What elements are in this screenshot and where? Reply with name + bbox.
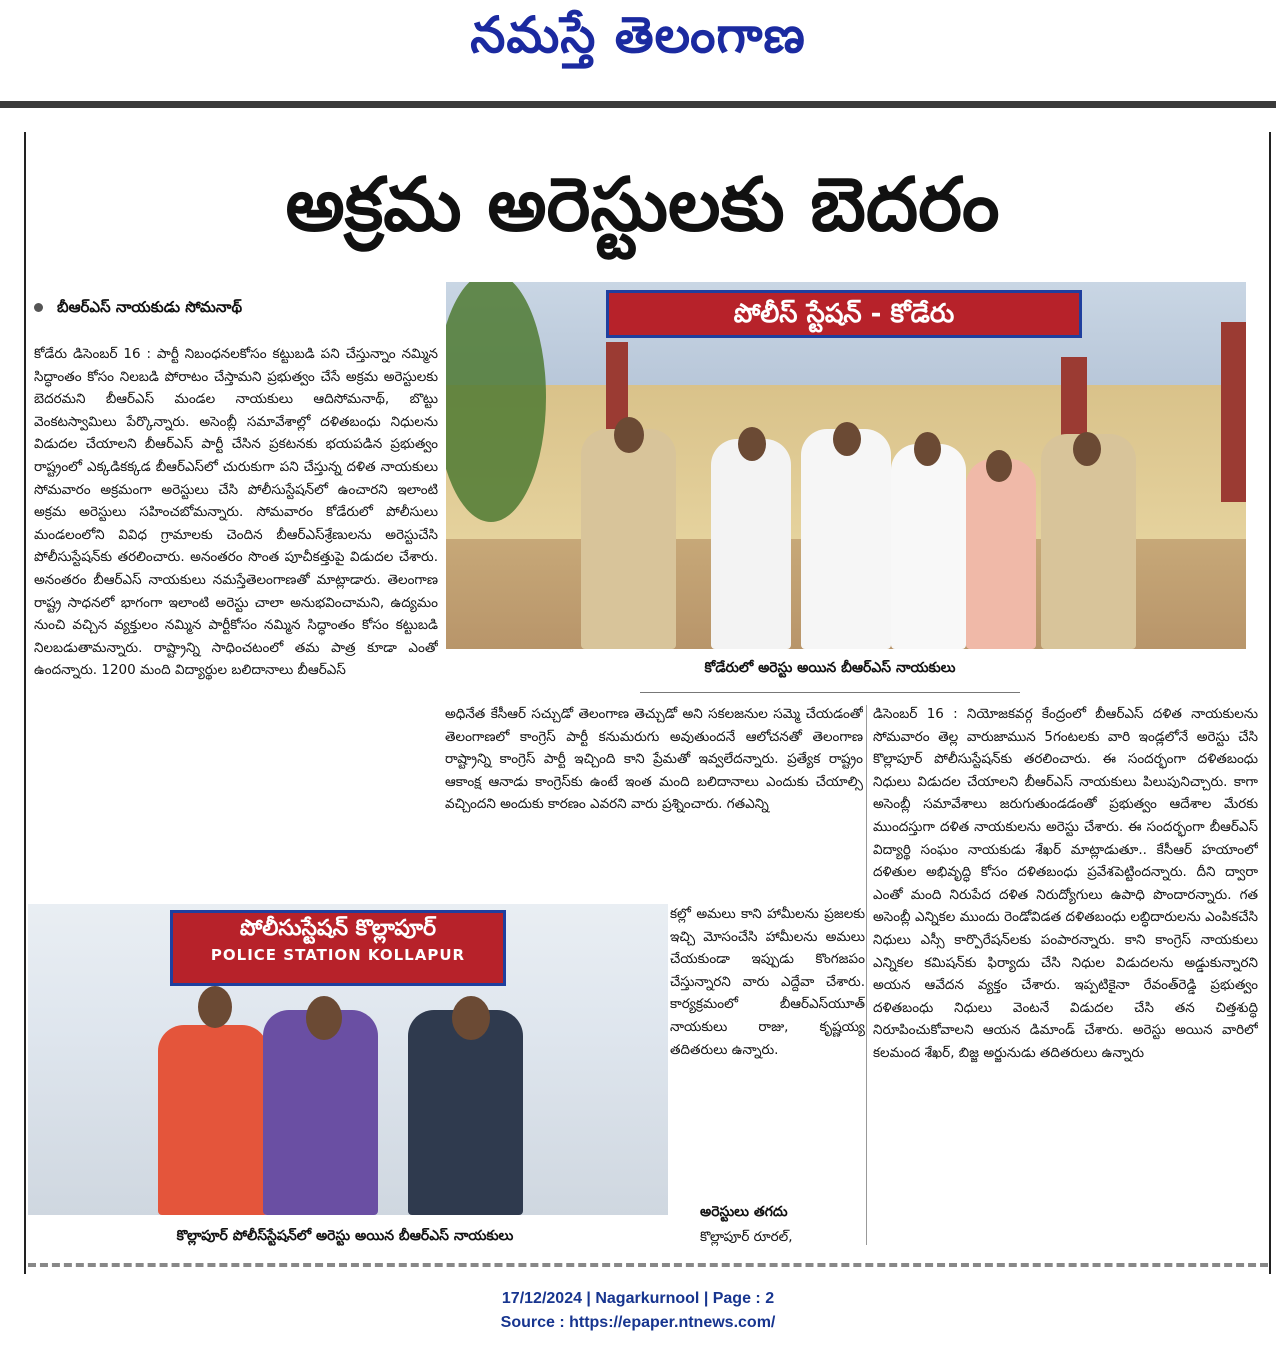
person-head [1073, 432, 1101, 466]
person-head [614, 417, 644, 453]
dateline-kollapur: కొల్లాపూర్ రూరల్, [700, 1229, 793, 1245]
article-column-middle: అధినేత కేసీఆర్ సచ్చుడో తెలంగాణ తెచ్చుడో అని సకలజనుల సమ్మె చేయడంతో తెలంగాణలో కాంగ్రెస్ పార్టీ కనుమరుగు అవుతుందనే ఆలోచనతో తెలంగాణ రాష్ట్రాన్ని కాంగ్రెస్ పార్టీ ఇచ్చింది కాని ప్రేమతో ఇవ్వలేదన్నారు. ప్రత్యేక రాష్ట్రం ఆకాంక్ష ఆనాడు కాంగ్రెస్‌కు ఉంటే ఇంత మంది బలిదానాలు ఎందుకు చేయాల్సి వచ్చిందని అందుకు కారణం ఎవరని వారు ప్రశ్నించారు. గతఎన్ని [445, 706, 863, 813]
person [158, 1025, 268, 1215]
person-policeman [581, 429, 676, 649]
person [966, 459, 1036, 649]
footer-date-edition-page: 17/12/2024 | Nagarkurnool | Page : 2 [501, 1290, 775, 1307]
police-station-sign-kodair: పోలీస్ స్టేషన్ - కోడేరు [606, 290, 1082, 338]
masthead-rule [0, 101, 1276, 108]
person [711, 439, 791, 649]
article-column-middle-narrow: కల్లో అమలు కాని హామీలను ప్రజలకు ఇచ్చి మోసంచేసి హామీలను అమలు చేయకుండా ఇప్పుడు కొంగజపం చేస్తున్నారని వారు ఎద్దేవా చేశారు. కార్యక్రమంలో బీఆర్ఎస్‌యూత్ నాయకులు రాజు, కృష్ణయ్య తదితరులు ఉన్నారు. [670, 906, 865, 1058]
footer-source-link[interactable]: Source : https://epaper.ntnews.com/ [500, 1314, 776, 1331]
photo-kodair-police-station [446, 282, 1246, 649]
person-head [914, 432, 941, 466]
bullet-icon [34, 303, 43, 312]
column-divider [866, 705, 867, 1245]
caption-rule [640, 692, 1020, 693]
person-head [738, 427, 766, 461]
person [801, 429, 891, 649]
newspaper-logo: నమస్తే తెలంగాణ [470, 6, 806, 64]
person-policeman [1041, 434, 1136, 649]
photo-caption-kodair: కోడేరులో అరెస్టు అయిన బీఆర్ఎస్ నాయకులు [704, 660, 956, 676]
clipping-bottom-rule [28, 1263, 1268, 1267]
subhead-text: బీఆర్ఎస్ నాయకుడు సోమనాథ్ [57, 298, 243, 316]
article-column-right: డిసెంబర్ 16 : నియోజకవర్గ కేంద్రంలో బీఆర్ఎస్ దళిత నాయకులను సోమవారం తెల్ల వారుజామున 5గంటలకు వారి ఇండ్లలోనే అరెస్టు చేసి కొల్లాపూర్ పోలీసుస్టేషన్‌కు తరలించారు. ఈ సందర్భంగా దళితబంధు నిధులు విడుదల చేయాలని బీఆర్ఎస్ నాయకులు పిలుపునిచ్చారు. కాగా అసెంబ్లీ సమావేశాలు జరుగుతుండడంతో ప్రభుత్వం ఆదేశాల మేరకు ముందస్తుగా దళిత నాయకులను అరెస్టు చేశారు. ఈ సందర్భంగా బీఆర్ఎస్ విద్యార్థి సంఘం నాయకుడు శేఖర్ మాట్లాడుతూ.. కేసీఆర్ హయాంలో దళితుల అభివృద్ధి కోసం దళితబంధు ప్రవేశపెట్టిందన్నారు. దీని ద్వారా ఎంతో మంది నిరుపేద దళిత నిరుద్యోగులు ఉపాధి పొందారన్నారు. గత అసెంబ్లీ ఎన్నికల ముందు రెండోవిడత దళితబంధు లబ్ధిదారులను ఎంపికచేసి నిధులు ఎస్సీ కార్పొరేషన్‌లకు పంపారన్నారు. కాని కాంగ్రెస్ నాయకులు ఎన్నికల కమిషన్‌కు ఫిర్యాదు చేసి నిధుల విడుదలను అడ్డుకున్నారని అయన ఆవేదన వ్యక్తం చేశారు. ఇప్పటికైనా రేవంత్‌రెడ్డి ప్రభుత్వం దళితబంధు నిధులు వెంటనే విడుదల చేసి తన చిత్తశుద్ధి నిరూపించుకోవాలని ఆయన డిమాండ్ చేశారు. అరెస్టు అయిన వారిలో కలమంద శేఖర్, బిజ్జ అర్జునుడు తదితరులు ఉన్నారు [873, 706, 1258, 1061]
sign-english-text: POLICE STATION KOLLAPUR [210, 946, 466, 964]
tree-foliage [446, 282, 546, 522]
sign-telugu-text: పోలీసుస్టేషన్ కొల్లాపూర్ [239, 916, 437, 941]
person-head [198, 986, 232, 1028]
article-subhead [34, 296, 434, 318]
police-station-sign-kollapur [170, 910, 506, 986]
article-headline: అక్రమ అరెస్టులకు బెదరం [285, 162, 1000, 248]
pillar [1221, 322, 1246, 502]
person [408, 1010, 523, 1215]
person [263, 1010, 378, 1215]
photo-kollapur-police-station [28, 904, 668, 1215]
person-head [452, 996, 490, 1040]
person-head [833, 422, 861, 456]
article-column-left: కోడేరు డిసెంబర్ 16 : పార్టీ నిబంధనలకోసం కట్టుబడి పని చేస్తున్నాం నమ్మిన సిద్ధాంతం కోసం నిలబడి పోరాటం చేస్తామని ప్రభుత్వం చేసే అక్రమ అరెస్టులకు బెదరమని బీఆర్ఎస్ మండల నాయకులు ఆదిసోమనాథ్, బొట్టు వెంకటస్వామిలు పేర్కొన్నారు. అసెంబ్లీ సమావేశాల్లో దళితబంధు నిధులను విడుదల చేయాలని బీఆర్ఎస్ పార్టీ చేసిన ప్రకటనకు భయపడిన ప్రభుత్వం రాష్ట్రంలో ఎక్కడికక్కడ బీఆర్ఎస్‌లో చురుకుగా పని చేస్తున్న దళిత నాయకులు సోమవారం అక్రమంగా అరెస్టులు చేసి పోలీసుస్టేషన్‌లో ఉంచారని ఇలాంటి అక్రమ అరెస్టులు సహించబోమన్నారు. సోమవారం కోడేరులో పోలీసులు మండలంలోని వివిధ గ్రామాలకు చెందిన బీఆర్ఎస్‌శ్రేణులను అరెస్టుచేసి పోలీసుస్టేషన్‌కు తరలించారు. అనంతరం సొంత పూచీకత్తుపై విడుదల చేశారు. అనంతరం బీఆర్ఎస్ నాయకులు నమస్తేతెలంగాణతో మాట్లాడారు. తెలంగాణ రాష్ట్ర సాధనలో భాగంగా ఇలాంటి అరెస్టు చాలా అనుభవించామని, ఉద్యమం నుంచి వచ్చిన వ్యక్తులం నమ్మిన పార్టీకోసం నమ్మిన సిద్ధాంతం కోసం కట్టుబడి నిలబడుతామన్నారు. రాష్ట్రాన్ని సాధించటంలో తమ పాత్ర కూడా ఎంతో ఉందన్నారు. 1200 మంది విద్యార్థుల బలిదానాలు బీఆర్ఎస్ [34, 346, 438, 679]
masthead [0, 0, 1276, 100]
photo-caption-kollapur: కొల్లాపూర్ పోలీస్‌స్టేషన్‌లో అరెస్టు అయిన బీఆర్ఎస్ నాయకులు [176, 1228, 514, 1244]
person-head [986, 450, 1012, 482]
inline-subhead: అరెస్టులు తగదు [700, 1204, 788, 1220]
person-head [306, 996, 342, 1040]
person [891, 444, 966, 649]
